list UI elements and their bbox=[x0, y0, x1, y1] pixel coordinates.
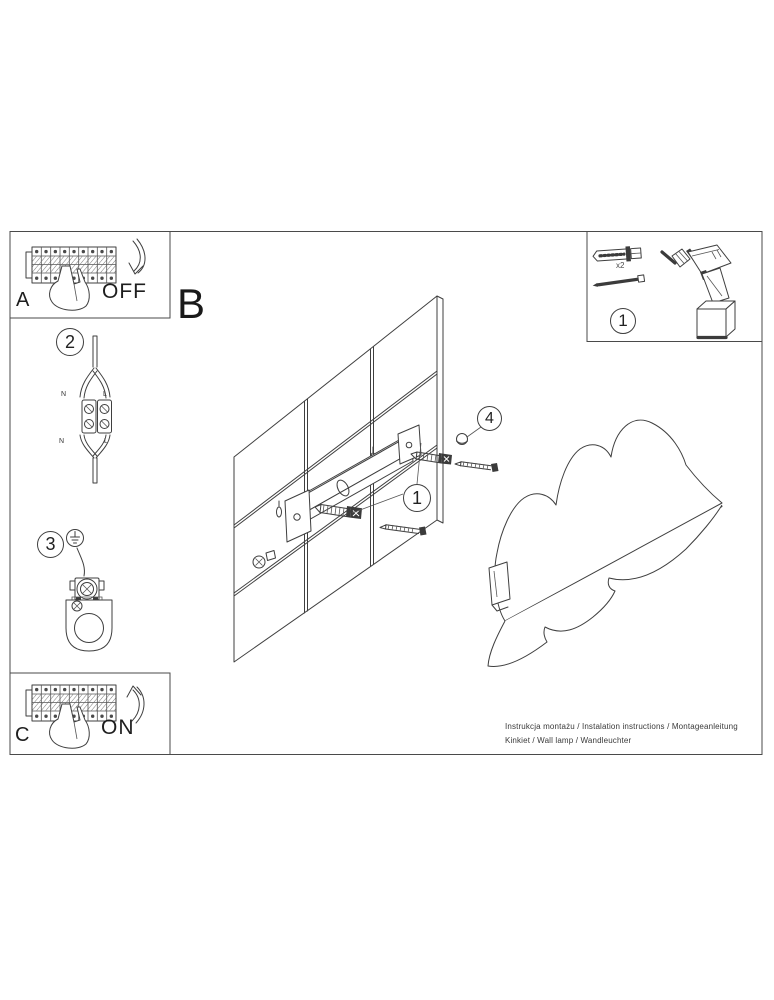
wire-label-n-bottom: N bbox=[59, 438, 65, 445]
step-2-badge: 2 bbox=[56, 328, 84, 356]
footer-line-2: Kinkiet / Wall lamp / Wandleuchter bbox=[505, 736, 632, 745]
wire-label-l-top: L bbox=[103, 391, 107, 398]
screw-left-icon bbox=[380, 525, 427, 536]
screw-parts-icon bbox=[592, 275, 644, 289]
ground-wire bbox=[77, 548, 84, 576]
step-4-badge: 4 bbox=[477, 406, 502, 431]
cover-cap-icon bbox=[457, 434, 468, 445]
section-b-letter: B bbox=[177, 280, 206, 327]
panel-c-letter: C bbox=[15, 724, 30, 746]
off-label: OFF bbox=[102, 280, 147, 303]
wire-connector-diagram bbox=[80, 336, 112, 483]
ground-symbol-icon bbox=[67, 530, 84, 547]
anchor-quantity-label: x2 bbox=[616, 261, 625, 270]
step-1-parts-badge: 1 bbox=[610, 308, 636, 334]
panel-a-box bbox=[10, 232, 170, 319]
wire-label-l-bottom: L bbox=[104, 438, 108, 445]
arrow-down-icon bbox=[129, 239, 145, 274]
cloud-lamp bbox=[488, 420, 722, 666]
drill-icon bbox=[662, 245, 735, 338]
mounting-plate-diagram bbox=[66, 578, 112, 651]
panel-a-letter: A bbox=[16, 289, 30, 311]
on-label: ON bbox=[101, 716, 135, 739]
step-3-badge: 3 bbox=[37, 531, 64, 558]
step-1-wall-badge: 1 bbox=[403, 484, 431, 512]
mounting-rail bbox=[285, 425, 421, 542]
screw-right-icon bbox=[455, 462, 499, 473]
footer-line-1: Instrukcja montażu / Instalation instructions / Montageanleitung bbox=[505, 722, 738, 731]
wire-label-n-top: N bbox=[61, 391, 67, 398]
